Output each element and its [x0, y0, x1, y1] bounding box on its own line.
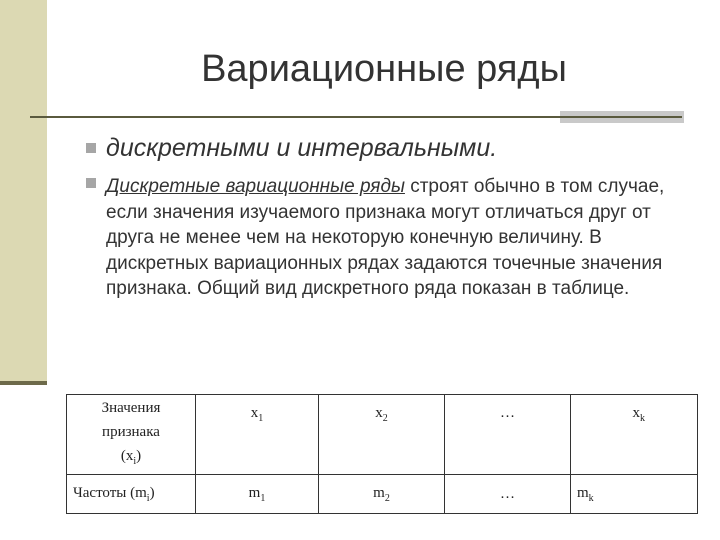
row-header-values [67, 395, 196, 475]
table-cell [571, 475, 698, 514]
table-cell [319, 475, 445, 514]
header-sub: i [146, 492, 150, 504]
bullet-text-1: дискретными и интервальными. [106, 134, 498, 162]
header-line: Значения [101, 399, 161, 416]
header-base: (x [120, 447, 134, 464]
bullet-text-2-body: строят обычно в том случае, если значения изучаемого признака могут отличаться друг от друга не менее чем на некоторую конечную величину. В дискретных вариационных рядах задаются точечные значения признака. Общий вид дискретного ряда показан в таблице. [106, 176, 665, 299]
cell-base: x [632, 405, 640, 421]
table-cell [571, 395, 698, 475]
cell-base: m [373, 484, 385, 501]
cell-base: m [577, 484, 589, 501]
header-close: ) [149, 484, 155, 501]
cell-base: … [500, 485, 515, 502]
discrete-series-table [66, 394, 698, 514]
bullet-square-icon [86, 178, 96, 188]
header-line: признака [102, 423, 160, 440]
table-cell [196, 475, 319, 514]
header-sub: i [133, 455, 137, 467]
header-base: Частоты (m [73, 484, 147, 501]
row-header-frequencies [67, 475, 196, 514]
cell-sub: 2 [382, 413, 388, 424]
table-cell [445, 395, 571, 475]
cell-sub: k [588, 492, 594, 504]
cell-base: m [248, 484, 261, 501]
cell-base: … [500, 405, 515, 421]
table-row [67, 475, 698, 514]
decorative-sidebar [0, 0, 47, 382]
header-line [67, 444, 195, 474]
table-cell [196, 395, 319, 475]
header-close: ) [136, 447, 142, 464]
cell-base: x [375, 405, 383, 421]
cell-base: x [250, 405, 259, 421]
bullet-square-icon [86, 143, 96, 153]
cell-sub: 1 [260, 492, 266, 504]
discrete-series-link[interactable]: Дискретные вариационные ряды [106, 176, 405, 197]
table-cell [319, 395, 445, 475]
bullet-text-2 [106, 174, 676, 302]
table-row [67, 395, 698, 475]
sidebar-divider [0, 381, 47, 385]
title-divider [30, 116, 682, 118]
cell-sub: 1 [258, 413, 264, 424]
cell-sub: 2 [384, 492, 390, 504]
slide-title: Вариационные ряды [201, 48, 567, 90]
cell-sub: k [640, 413, 645, 424]
table-cell [445, 475, 571, 514]
